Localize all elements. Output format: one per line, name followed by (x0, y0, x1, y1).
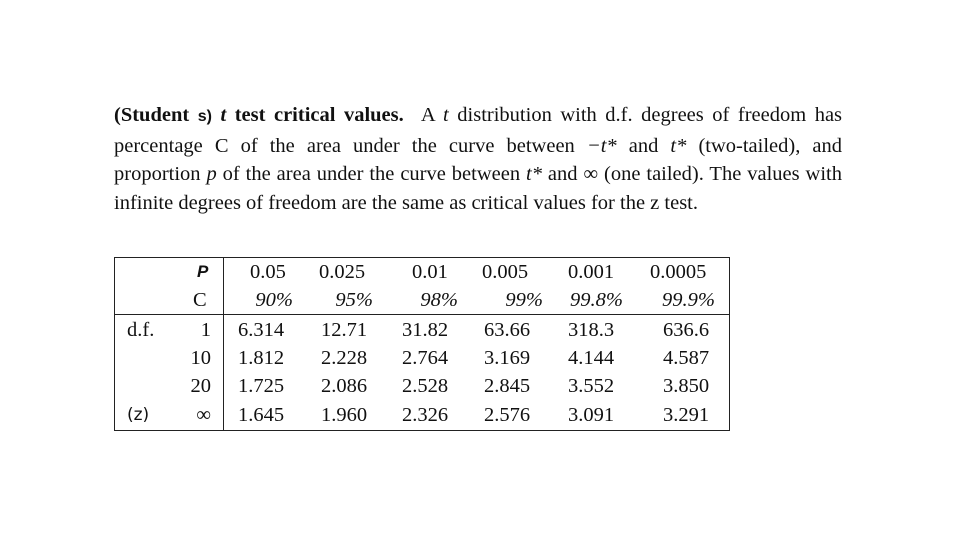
c-label: C (193, 289, 207, 311)
p-header: 0.01 (412, 261, 448, 283)
table-cell: 3.291 (663, 404, 710, 426)
table-cell: 3.850 (663, 375, 710, 397)
table-cell: 6.314 (238, 319, 285, 341)
table-cell: 1.725 (238, 375, 285, 397)
c-header: 99.8% (570, 289, 623, 311)
text6: and ∞ (one tailed). The values with infinite degrees of freedom are the same as critical values for the z test. (114, 163, 842, 214)
df-row-1: 1 (200, 319, 211, 341)
c-header: 99% (505, 289, 543, 311)
table-cell: 318.3 (568, 319, 615, 341)
c-header: 98% (420, 289, 458, 311)
df-row-infinity: ∞ (196, 404, 211, 426)
title-t: t (220, 104, 227, 126)
text1: A (420, 104, 435, 126)
p-header: 0.001 (568, 261, 615, 283)
table-cell: 1.645 (238, 404, 285, 426)
table-cell: 2.576 (484, 404, 531, 426)
intro-paragraph (114, 101, 842, 217)
df-row-20: 20 (190, 375, 211, 397)
table-cell: 31.82 (402, 319, 449, 341)
table-cell: 636.6 (663, 319, 710, 341)
table-cell: 2.845 (484, 375, 531, 397)
text1-t: t (443, 104, 449, 126)
text4: (two-tailed), and proportion (114, 134, 843, 185)
table-cell: 3.169 (484, 347, 531, 369)
z-label: (z) (127, 405, 150, 425)
table-cell: 1.960 (321, 404, 368, 426)
df-label: d.f. (127, 319, 155, 341)
df-row-10: 10 (190, 347, 211, 369)
table-cell: 4.587 (663, 347, 710, 369)
text5: of the area under the curve between (222, 163, 521, 185)
table-cell: 63.66 (484, 319, 531, 341)
p-symbol: p (206, 163, 217, 185)
table-cell: 12.71 (321, 319, 368, 341)
table-cell: 1.812 (238, 347, 285, 369)
p-label: P (197, 262, 209, 281)
table-cell: 2.764 (402, 347, 449, 369)
table-cell: 2.228 (321, 347, 368, 369)
title-part1: (Student (114, 104, 190, 126)
p-header: 0.025 (319, 261, 366, 283)
table-horizontal-divider (115, 314, 729, 315)
table-cell: 2.528 (402, 375, 449, 397)
table-cell: 4.144 (568, 347, 615, 369)
table-cell: 2.086 (321, 375, 368, 397)
text2: distribution with d.f. degrees of freedom has percentage C of the area under the curve between (114, 104, 843, 157)
table-cell: 3.552 (568, 375, 615, 397)
c-header: 90% (255, 289, 293, 311)
critical-values-table (114, 257, 730, 431)
c-header: 95% (335, 289, 373, 311)
p-header: 0.0005 (650, 261, 707, 283)
title-rest: test critical values. (234, 104, 404, 126)
table-cell: 3.091 (568, 404, 615, 426)
minus-t-star: −t* (586, 134, 617, 157)
title-s: s) (197, 108, 212, 125)
t-star: t* (670, 134, 687, 157)
table-vertical-divider (223, 258, 224, 430)
c-header: 99.9% (662, 289, 715, 311)
table-cell: 2.326 (402, 404, 449, 426)
p-header: 0.05 (250, 261, 286, 283)
text3: and (628, 134, 659, 157)
t-star-2: t* (526, 163, 542, 185)
p-header: 0.005 (482, 261, 529, 283)
